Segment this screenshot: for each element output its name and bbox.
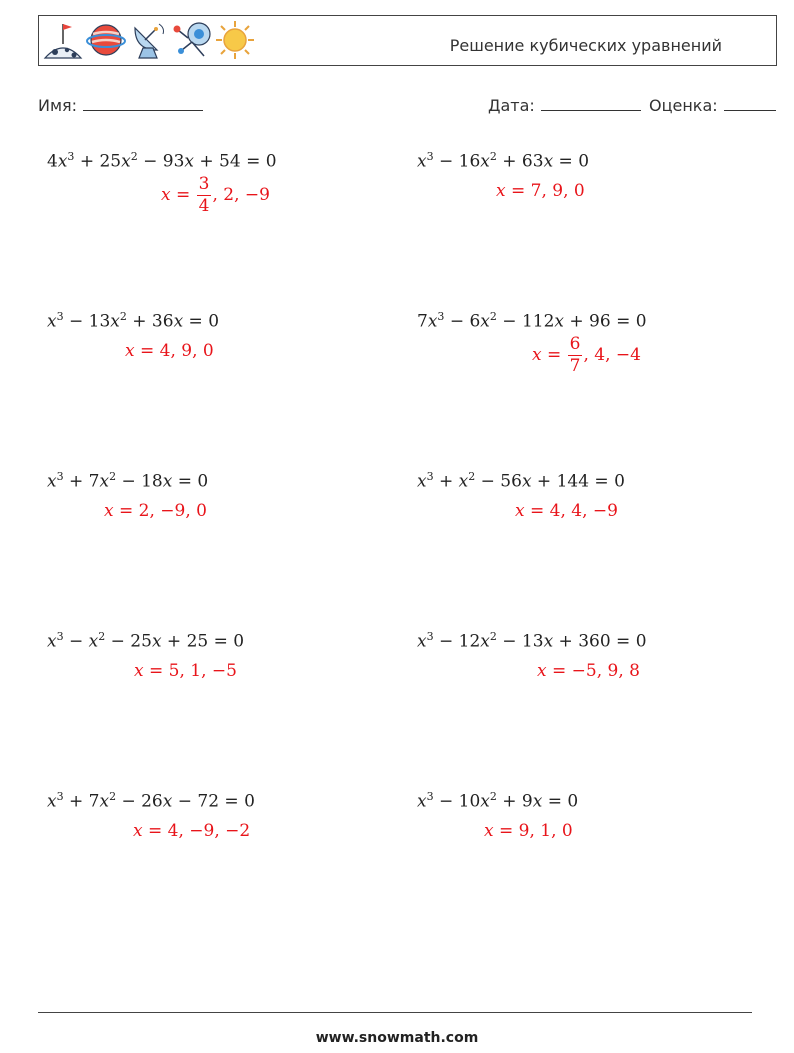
space-probe-icon [172,20,212,60]
header-icons [43,20,255,62]
problem-answer: x = 4, −9, −2 [133,821,251,841]
problem-answer: x = 5, 1, −5 [134,661,237,681]
problem-answer: x = −5, 9, 8 [537,661,640,681]
problem-answer: x = 4, 4, −9 [515,501,618,521]
problem-answer: x = 7, 9, 0 [496,181,585,201]
problem-answer: x = $\frac{6}{7}$ , 4, −4 [532,334,641,376]
header-box [38,15,777,66]
grade-blank[interactable] [724,94,776,111]
date-field [488,94,641,115]
problem-equation: $x^3 - 16x^2 + 63x = 0$ [417,150,590,172]
problem-equation: $x^3 - 12x^2 - 13x + 360 = 0$ [417,630,647,652]
problem-answer: x = 2, −9, 0 [104,501,207,521]
footer-url[interactable]: www.snowmath.com [315,1030,479,1046]
problem-equation: $7x^3 - 6x^2 - 112x + 96 = 0$ [417,310,647,332]
name-field [38,94,203,115]
problem-equation: $x^3 - 10x^2 + 9x = 0$ [417,790,579,812]
problem-equation: $4x^3 + 25x^2 - 93x + 54 = 0$ [47,150,277,172]
date-label: Дата: [488,96,535,115]
satellite-dish-icon [129,20,169,60]
footer-divider [38,1012,752,1013]
page-title: Решение кубических уравнений [449,36,722,55]
date-blank[interactable] [541,94,641,111]
moon-flag-icon [43,20,83,60]
problem-answer: x = 9, 1, 0 [484,821,573,841]
name-label: Имя: [38,96,78,115]
problem-equation: $x^3 + 7x^2 - 18x = 0$ [47,470,209,492]
problem-answer: x = 4, 9, 0 [125,341,214,361]
problem-equation: $x^3 + x^2 - 56x + 144 = 0$ [417,470,625,492]
grade-label: Оценка: [649,96,718,115]
problem-answer: x = $\frac{3}{4}$ , 2, −9 [161,174,270,216]
problem-equation: $x^3 - x^2 - 25x + 25 = 0$ [47,630,245,652]
problem-equation: $x^3 - 13x^2 + 36x = 0$ [47,310,220,332]
planet-icon [86,20,126,60]
sun-icon [215,20,255,60]
name-blank[interactable] [83,94,203,111]
problem-equation: $x^3 + 7x^2 - 26x - 72 = 0$ [47,790,255,812]
grade-field [649,94,776,115]
